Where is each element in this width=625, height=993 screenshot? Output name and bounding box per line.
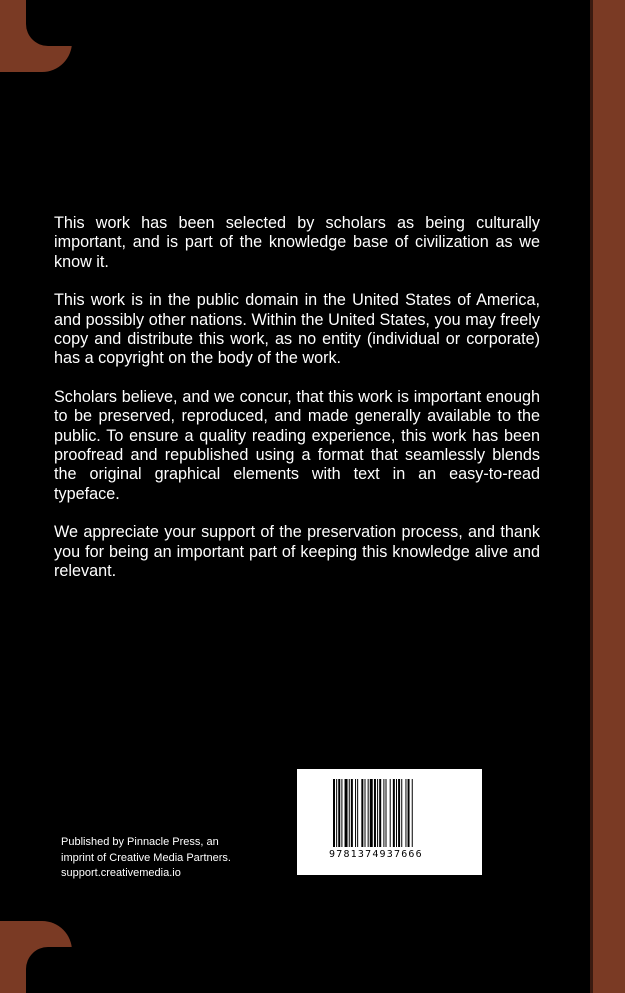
barcode-bar	[398, 779, 400, 847]
publisher-line: imprint of Creative Media Partners.	[61, 851, 231, 864]
barcode-bar	[338, 779, 340, 847]
blurb-paragraph: This work is in the public domain in the United States of America, and possibly other nations. Within the United States, you may freely copy and distribute this work, as no entity (individual or corporate) has a copyright on the body of the work.	[54, 291, 540, 368]
publisher-url: support.creativemedia.io	[61, 867, 181, 879]
barcode-bar	[390, 779, 391, 847]
barcode-bar	[341, 779, 342, 847]
isbn-barcode	[297, 769, 482, 875]
barcode-bar	[412, 779, 413, 847]
barcode-bar	[357, 779, 358, 847]
barcode-bar	[333, 779, 335, 847]
barcode-bar	[351, 779, 353, 847]
barcode-bar	[370, 779, 373, 847]
blurb-paragraph: We appreciate your support of the preservation process, and thank you for being an important part of keeping this knowledge alive and relevant.	[54, 523, 540, 581]
barcode-bar	[383, 779, 384, 847]
publisher-info	[61, 835, 261, 882]
barcode-bar	[405, 779, 406, 847]
blurb-paragraph: Scholars believe, and we concur, that this work is important enough to be preserved, reproduced, and made generally available to the public. To ensure a quality reading experience, this work has been proofread and republished using a format that seamlessly blends the original graphical elements with text in an easy-to-read typeface.	[54, 387, 540, 503]
publisher-line: Published by Pinnacle Press, an	[61, 836, 219, 848]
blurb-paragraph: This work has been selected by scholars as being culturally important, and is part of the knowledge base of civilization as we know it.	[54, 214, 540, 271]
barcode-bar	[349, 779, 350, 847]
barcode-bar	[374, 779, 376, 847]
barcode-bar	[396, 779, 397, 847]
corner-ornament-top-left-cutout	[26, 0, 72, 46]
barcode-bar	[345, 779, 348, 847]
blurb-text	[54, 214, 540, 601]
barcode-bar	[393, 779, 395, 847]
barcode-bar	[361, 779, 363, 847]
barcode-bar	[408, 779, 410, 847]
barcode-bar	[401, 779, 402, 847]
isbn-digits: 9781374937666	[329, 849, 423, 860]
barcode-bar	[336, 779, 337, 847]
barcode-bar	[355, 779, 356, 847]
barcode-bar	[379, 779, 381, 847]
barcode-bar	[386, 779, 387, 847]
barcode-bar	[377, 779, 378, 847]
spine-strip	[593, 0, 625, 993]
barcode-bar	[365, 779, 366, 847]
barcode-bars	[333, 779, 445, 849]
corner-ornament-bottom-left-cutout	[26, 947, 72, 993]
barcode-bar	[368, 779, 369, 847]
